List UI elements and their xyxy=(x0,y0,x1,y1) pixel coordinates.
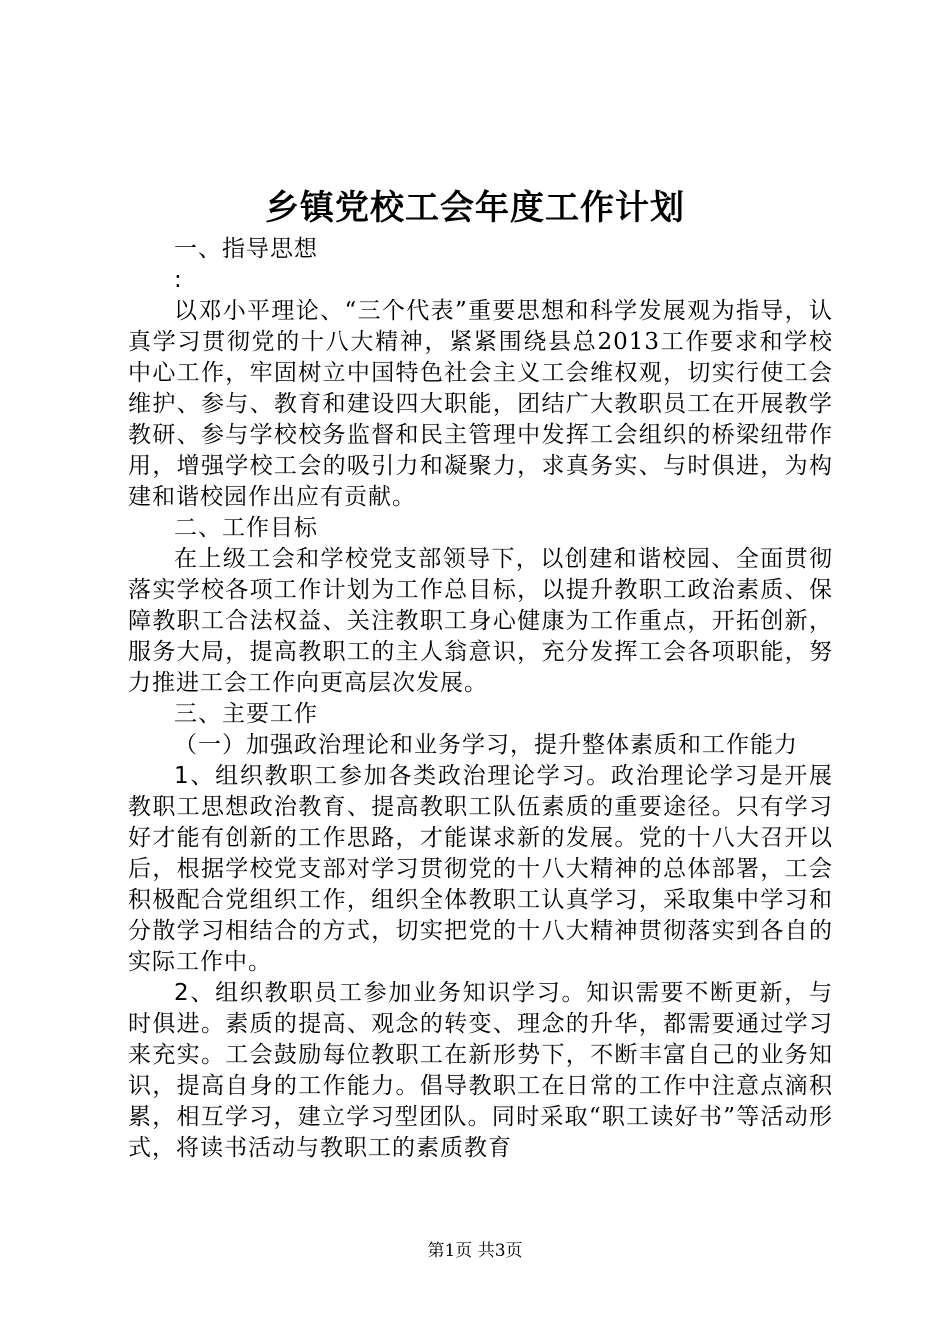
document-body xyxy=(128,234,833,1164)
section-heading-main-work: 三、主要工作 xyxy=(174,701,318,727)
colon-mark: : xyxy=(174,267,183,293)
paragraph-work-goals: 在上级工会和学校党支部领导下，以创建和谐校园、全面贯彻落实学校各项工作计划为工作总目标，以提升教职工政治素质、保障教职工合法权益、关注教职工身心健康为工作重点，开拓创新，服务大局，提高教职工的主人翁意识，充分发挥工会各项职能，努力推进工会工作向更高层次发展。 xyxy=(128,546,833,696)
item-business-study-text: 知识需要不断更新，与时俱进。素质的提高、观念的转变、理念的升华，都需要通过学习来充实。工会鼓励每位教职工在新形势下，不断丰富自己的业务知识，提高自身的工作能力。倡导教职工在日常的工作中注意点滴积累，相互学习，建立学习型团队。同时采取“职工读好书”等活动形式，将读书活动与教职工的素质教育 xyxy=(128,980,833,1161)
item-political-study-lead: 1、组织教职工参加各类政治理论学习。 xyxy=(174,763,612,789)
subsection-heading-study: （一）加强政治理论和业务学习，提升整体素质和工作能力 xyxy=(174,732,798,758)
document-title: 乡镇党校工会年度工作计划 xyxy=(265,188,685,228)
section-heading-work-goals: 二、工作目标 xyxy=(174,515,318,541)
page-footer: 第1页 共3页 xyxy=(427,1241,523,1261)
item-business-study-lead: 2、组织教职员工参加业务知识学习。 xyxy=(174,980,587,1006)
section-heading-guiding-ideology: 一、指导思想 xyxy=(174,236,318,262)
item-political-study-text: 政治理论学习是开展教职工思想政治教育、提高教职工队伍素质的重要途径。只有学习好才能有创新的工作思路，才能谋求新的发展。党的十八大召开以后，根据学校党支部对学习贯彻党的十八大精神的总体部署，工会积极配合党组织工作，组织全体教职工认真学习，采取集中学习和分散学习相结合的方式，切实把党的十八大精神贯彻落实到各自的实际工作中。 xyxy=(128,763,834,975)
item-political-study xyxy=(128,761,833,978)
item-business-study xyxy=(128,978,833,1164)
paragraph-guiding-ideology: 以邓小平理论、“三个代表”重要思想和科学发展观为指导，认真学习贯彻党的十八大精神，紧紧围绕县总2013工作要求和学校中心工作，牢固树立中国特色社会主义工会维权观，切实行使工会维护、参与、教育和建设四大职能，团结广大教职员工在开展教学教研、参与学校校务监督和民主管理中发挥工会组织的桥梁纽带作用，增强学校工会的吸引力和凝聚力，求真务实、与时俱进，为构建和谐校园作出应有贡献。 xyxy=(128,298,833,510)
